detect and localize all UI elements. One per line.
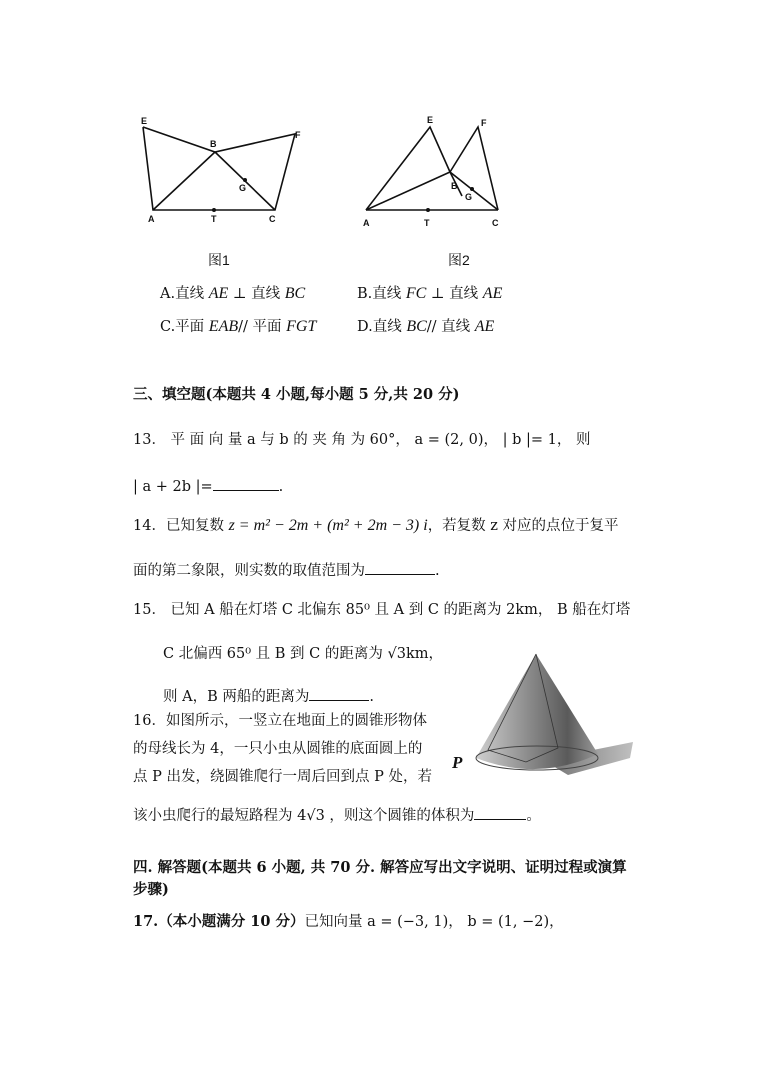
- fig1-label-B: B: [210, 139, 217, 149]
- option-b: B.直线 FC ⊥ 直线 AE: [357, 285, 503, 302]
- fig1-label-G: G: [239, 183, 247, 193]
- q15-line2: C 北偏西 65⁰ 且 B 到 C 的距离为 √3km，: [163, 646, 443, 662]
- option-d: D.直线 BC// 直线 AE: [357, 318, 495, 335]
- section-4-title-line2: 步骤): [133, 881, 169, 898]
- fig1-label-C: C: [269, 214, 276, 224]
- option-a: A.直线 AE ⊥ 直线 BC: [160, 285, 306, 302]
- q13-line2: | a + 2b |= .: [133, 476, 283, 497]
- fig2-label-A: A: [363, 218, 370, 228]
- fig2-label-E: E: [427, 115, 434, 125]
- q16-answer-blank: [474, 805, 526, 820]
- figure-2-caption: 图2: [448, 252, 470, 268]
- section-3-title: 三、填空题(本题共 4 小题,每小题 5 分,共 20 分): [133, 386, 460, 403]
- q13-line1: 13． 平 面 向 量 a 与 b 的 夹 角 为 60°， a = (2, 0)， | b |= 1， 则: [133, 432, 591, 448]
- q15-answer-blank: [309, 686, 369, 701]
- fig2-label-B: B: [451, 181, 458, 191]
- fig2-label-F: F: [481, 118, 487, 128]
- figure-2-diagram: [358, 112, 508, 232]
- q16-line4: 该小虫爬行的最短路程为 4√3 ，则这个圆锥的体积为 。: [133, 805, 541, 826]
- q14-line1: 14．已知复数 z = m² − 2m + (m² + 2m − 3) i，若复数 z 对应的点位于复平: [133, 517, 619, 534]
- fig2-label-G: G: [465, 192, 473, 202]
- fig1-label-T: T: [211, 214, 217, 224]
- fig1-label-F: F: [295, 130, 301, 140]
- q15-line1: 15． 已知 A 船在灯塔 C 北偏东 85⁰ 且 A 到 C 的距离为 2km， B 船在灯塔: [133, 602, 631, 618]
- q14-answer-blank: [365, 560, 435, 575]
- q17-line1: 17.（本小题满分 10 分）已知向量 a = (−3, 1)， b = (1, −2)，: [133, 913, 564, 930]
- section-4-title-line1: 四. 解答题(本题共 6 小题, 共 70 分. 解答应写出文字说明、证明过程或演算: [133, 859, 627, 876]
- q15-line3: 则 A，B 两船的距离为 .: [163, 686, 374, 707]
- fig2-label-C: C: [492, 218, 499, 228]
- q16-line3: 点 P 出发，绕圆锥爬行一周后回到点 P 处，若: [133, 769, 432, 785]
- q16-line2: 的母线长为 4，一只小虫从圆锥的底面圆上的: [133, 741, 423, 757]
- figure-1-caption: 图1: [208, 252, 230, 268]
- q14-formula: z = m² − 2m + (m² + 2m − 3) i: [228, 517, 428, 534]
- fig1-label-A: A: [148, 214, 155, 224]
- q13-answer-blank: [213, 476, 279, 491]
- fig2-label-T: T: [424, 218, 430, 228]
- fig1-label-E: E: [141, 116, 148, 126]
- cone-point-p: P: [452, 753, 463, 772]
- cone-picture: [448, 650, 638, 790]
- figure-1-diagram: [135, 112, 310, 232]
- option-c: C.平面 EAB// 平面 FGT: [160, 318, 317, 335]
- q16-line1: 16．如图所示，一竖立在地面上的圆锥形物体: [133, 713, 427, 729]
- q14-line2: 面的第二象限，则实数的取值范围为 .: [133, 560, 440, 581]
